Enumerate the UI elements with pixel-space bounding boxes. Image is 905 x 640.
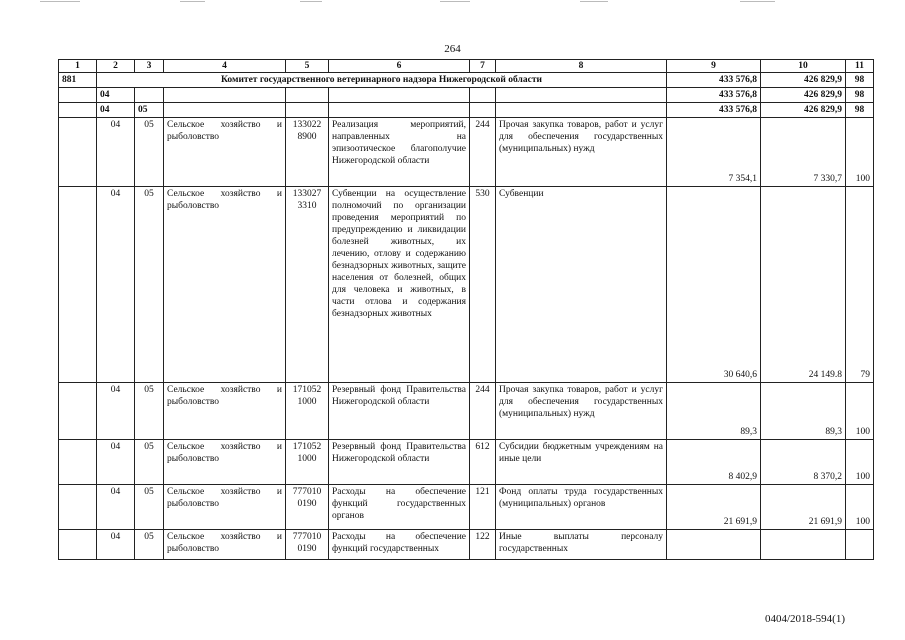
header-cell: 11 <box>846 60 874 73</box>
target-article: 777010 0190 <box>286 530 329 560</box>
subsection-code: 05 <box>135 383 164 440</box>
section-name: Сельское хозяйство и рыболовство <box>164 440 286 485</box>
expense-type-code: 122 <box>470 530 496 560</box>
target-article: 133022 8900 <box>286 118 329 187</box>
summary-col11: 98 <box>846 103 874 118</box>
section-code: 04 <box>97 118 135 187</box>
section-code: 04 <box>97 383 135 440</box>
table-row <box>59 118 874 187</box>
header-cell: 2 <box>97 60 135 73</box>
section-code: 04 <box>97 103 135 118</box>
summary-row <box>59 88 874 103</box>
article-name: Резервный фонд Правительства Нижегородской области <box>329 440 470 485</box>
expense-type-name: Иные выплаты персоналу государственных <box>496 530 667 560</box>
expense-type-code: 612 <box>470 440 496 485</box>
header-cell: 5 <box>286 60 329 73</box>
summary-col9: 433 576,8 <box>667 103 761 118</box>
header-cell: 7 <box>470 60 496 73</box>
document-code: 0404/2018-594(1) <box>764 613 845 625</box>
actual-amount: 89,3 <box>761 383 846 440</box>
article-name: Субвенции на осуществление полномочий по организации проведения мероприятий по предупреждению и ликвидации болезней животных, их лечению, отлову и содержанию безнадзорных животных, защите населения от болезней, общих для человека и животных, в части отлова и содержания безнадзорных животных <box>329 187 470 383</box>
plan-amount: 8 402,9 <box>667 440 761 485</box>
subsection-code: 05 <box>135 440 164 485</box>
summary-col11: 98 <box>846 88 874 103</box>
expense-type-name: Прочая закупка товаров, работ и услуг для обеспечения государственных (муниципальных) нужд <box>496 118 667 187</box>
actual-amount: 24 149.8 <box>761 187 846 383</box>
expense-type-code: 121 <box>470 485 496 530</box>
actual-amount: 7 330,7 <box>761 118 846 187</box>
execution-percent: 79 <box>846 187 874 383</box>
subsection-code <box>135 88 164 103</box>
section-name: Сельское хозяйство и рыболовство <box>164 530 286 560</box>
table-row <box>59 440 874 485</box>
article-name: Расходы на обеспечение функций государственных <box>329 530 470 560</box>
header-cell: 3 <box>135 60 164 73</box>
page-number: 264 <box>444 43 461 55</box>
header-cell: 1 <box>59 60 97 73</box>
summary-row <box>59 103 874 118</box>
section-code: 04 <box>97 485 135 530</box>
org-col9: 433 576,8 <box>667 73 761 88</box>
expense-type-name: Субвенции <box>496 187 667 383</box>
section-name: Сельское хозяйство и рыболовство <box>164 118 286 187</box>
section-name: Сельское хозяйство и рыболовство <box>164 485 286 530</box>
scan-edge-marks <box>0 0 905 6</box>
plan-amount: 30 640,6 <box>667 187 761 383</box>
org-col11: 98 <box>846 73 874 88</box>
execution-percent: 100 <box>846 440 874 485</box>
header-cell: 9 <box>667 60 761 73</box>
table-row <box>59 383 874 440</box>
plan-amount: 7 354,1 <box>667 118 761 187</box>
plan-amount: 21 691,9 <box>667 485 761 530</box>
org-code: 881 <box>59 73 97 88</box>
expense-type-code: 244 <box>470 383 496 440</box>
expense-type-name: Субсидии бюджетным учреждениям на иные цели <box>496 440 667 485</box>
table-row <box>59 187 874 383</box>
subsection-code: 05 <box>135 530 164 560</box>
expense-type-code: 530 <box>470 187 496 383</box>
table-row <box>59 530 874 560</box>
section-name: Сельское хозяйство и рыболовство <box>164 187 286 383</box>
summary-col10: 426 829,9 <box>761 103 846 118</box>
section-code: 04 <box>97 440 135 485</box>
plan-amount: 89,3 <box>667 383 761 440</box>
target-article: 171052 1000 <box>286 383 329 440</box>
org-name: Комитет государственного ветеринарного надзора Нижегородской области <box>97 73 667 88</box>
target-article: 133027 3310 <box>286 187 329 383</box>
subsection-code: 05 <box>135 485 164 530</box>
article-name: Реализация мероприятий, направленных на эпизоотическое благополучие Нижегородской области <box>329 118 470 187</box>
actual-amount: 8 370,2 <box>761 440 846 485</box>
section-name: Сельское хозяйство и рыболовство <box>164 383 286 440</box>
subsection-code: 05 <box>135 187 164 383</box>
expense-type-code: 244 <box>470 118 496 187</box>
execution-percent: 100 <box>846 118 874 187</box>
summary-col9: 433 576,8 <box>667 88 761 103</box>
article-name: Резервный фонд Правительства Нижегородской области <box>329 383 470 440</box>
actual-amount <box>761 530 846 560</box>
plan-amount <box>667 530 761 560</box>
article-name: Расходы на обеспечение функций государственных органов <box>329 485 470 530</box>
actual-amount: 21 691,9 <box>761 485 846 530</box>
execution-percent: 100 <box>846 485 874 530</box>
subsection-code: 05 <box>135 103 164 118</box>
subsection-code: 05 <box>135 118 164 187</box>
expense-type-name: Прочая закупка товаров, работ и услуг для обеспечения государственных (муниципальных) нужд <box>496 383 667 440</box>
section-code: 04 <box>97 187 135 383</box>
budget-table <box>58 59 874 560</box>
expense-type-name: Фонд оплаты труда государственных (муниципальных) органов <box>496 485 667 530</box>
header-cell: 6 <box>329 60 470 73</box>
target-article: 777010 0190 <box>286 485 329 530</box>
execution-percent <box>846 530 874 560</box>
summary-col10: 426 829,9 <box>761 88 846 103</box>
header-cell: 4 <box>164 60 286 73</box>
header-cell: 8 <box>496 60 667 73</box>
table-row <box>59 485 874 530</box>
org-row <box>59 73 874 88</box>
table-header <box>59 60 874 73</box>
target-article: 171052 1000 <box>286 440 329 485</box>
org-col10: 426 829,9 <box>761 73 846 88</box>
execution-percent: 100 <box>846 383 874 440</box>
section-code: 04 <box>97 530 135 560</box>
header-cell: 10 <box>761 60 846 73</box>
section-code: 04 <box>97 88 135 103</box>
